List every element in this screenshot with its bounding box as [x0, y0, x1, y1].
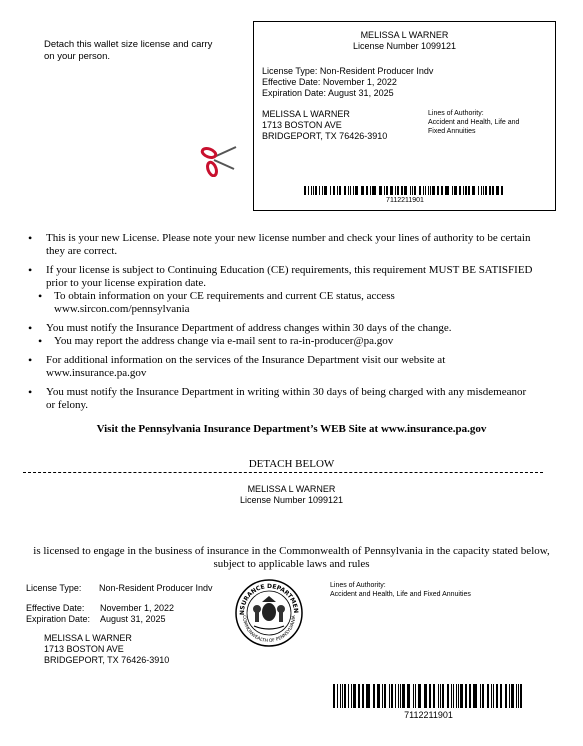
wallet-license-number: License Number 1099121 — [352, 41, 457, 51]
cert-loa-value: Accident and Health, Life and Fixed Annuities — [330, 591, 471, 598]
wallet-loa-title: Lines of Authority: — [428, 110, 484, 117]
barcode-bar — [333, 186, 335, 195]
barcode-bar — [404, 186, 407, 195]
barcode-bar — [330, 186, 332, 195]
barcode-bar — [333, 684, 335, 708]
barcode-bar — [413, 684, 414, 708]
barcode-bar — [337, 186, 338, 195]
scissors-icon — [200, 143, 238, 177]
barcode-bar — [460, 684, 463, 708]
barcode-bar — [469, 684, 471, 708]
barcode-bar — [446, 186, 449, 195]
wallet-effective-date: Effective Date: November 1, 2022 — [262, 77, 397, 87]
barcode-bar — [468, 186, 470, 195]
note-address-change: • You must notify the Insurance Department of address changes within 30 days of the change. — [28, 322, 533, 335]
cert-expiration-value: August 31, 2025 — [100, 614, 166, 624]
note-more-info: • For additional information on the services of the Insurance Department visit our website at www.insurance.pa.gov — [28, 354, 533, 380]
barcode-bar — [344, 684, 346, 708]
barcode-bar — [415, 684, 417, 708]
barcode-bar — [451, 684, 452, 708]
barcode-bar — [386, 186, 388, 195]
detach-below-label: DETACH BELOW — [248, 458, 335, 470]
barcode-bar — [483, 186, 484, 195]
barcode-bar — [373, 684, 375, 708]
barcode-bar — [379, 186, 382, 195]
barcode-bar — [373, 186, 376, 195]
barcode-bar — [430, 186, 431, 195]
barcode-bar — [378, 684, 380, 708]
barcode-bar — [351, 684, 352, 708]
barcode-bar — [311, 186, 312, 195]
barcode-bar — [437, 186, 439, 195]
barcode-bar — [370, 186, 371, 195]
barcode-bar — [350, 186, 352, 195]
barcode-bar — [496, 684, 498, 708]
barcode-bar — [358, 684, 360, 708]
detach-instruction: Detach this wallet size license and carry on your person. — [44, 39, 213, 62]
barcode-bar — [501, 186, 503, 195]
barcode-bar — [473, 684, 474, 708]
barcode-bar — [382, 684, 383, 708]
note-ce-info: • To obtain information on your CE requirements and current CE status, access www.sircon.com/pennsylvania — [28, 290, 533, 316]
barcode-bar — [496, 186, 499, 195]
barcode-bar — [465, 684, 467, 708]
barcode-bar — [315, 186, 317, 195]
barcode-bar — [474, 684, 477, 708]
certificate-holder-name: MELISSA L WARNER — [247, 484, 336, 494]
barcode-bar — [395, 186, 396, 195]
cert-loa-title: Lines of Authority: — [330, 582, 386, 589]
wallet-address-line-1: MELISSA L WARNER — [262, 109, 350, 119]
barcode-bar — [482, 684, 485, 708]
department-seal — [234, 578, 304, 648]
barcode-bar — [511, 684, 512, 708]
barcode-bar — [407, 684, 410, 708]
certificate-license-number: License Number 1099121 — [239, 495, 344, 505]
barcode-bar — [419, 186, 421, 195]
barcode-bar — [401, 186, 403, 195]
cert-address-line-3: BRIDGEPORT, TX 76426-3910 — [44, 655, 170, 665]
barcode-bar — [456, 684, 457, 708]
barcode-bar — [424, 684, 425, 708]
barcode-bar — [400, 684, 401, 708]
certificate-barcode-number: 7112211901 — [404, 710, 453, 720]
cert-address-line-2: 1713 BOSTON AVE — [44, 644, 124, 654]
cert-type-value: Non-Resident Producer Indv — [99, 583, 213, 593]
barcode-bar — [425, 684, 427, 708]
barcode-bar — [505, 684, 507, 708]
barcode-bar — [423, 186, 424, 195]
barcode-bar — [389, 684, 390, 708]
barcode-bar — [454, 186, 457, 195]
barcode-bar — [492, 186, 494, 195]
barcode-bar — [509, 684, 510, 708]
barcode-bar — [355, 186, 358, 195]
seal-top-text: NSURANCE DEPARTMEN — [238, 582, 300, 616]
wallet-holder-name: MELISSA L WARNER — [360, 30, 449, 40]
barcode-bar — [425, 186, 427, 195]
barcode-bar — [372, 186, 373, 195]
barcode-bar — [441, 186, 443, 195]
cert-effective-label: Effective Date: — [26, 603, 85, 613]
barcode-bar — [308, 186, 310, 195]
seal-bottom-text: COMMONWEALTH OF PENNSYLVANIA — [240, 615, 298, 645]
barcode-bar — [366, 684, 367, 708]
wallet-address-line-2: 1713 BOSTON AVE — [262, 120, 342, 130]
barcode-bar — [447, 684, 449, 708]
barcode-bar — [398, 684, 399, 708]
barcode-bar — [518, 684, 519, 708]
wallet-barcode — [304, 186, 506, 195]
note-address-email: • You may report the address change via e-mail sent to ra-in-producer@pa.gov — [28, 335, 533, 348]
cert-address-line-1: MELISSA L WARNER — [44, 633, 132, 643]
barcode-bar — [512, 684, 514, 708]
barcode-bar — [410, 186, 411, 195]
barcode-bar — [500, 684, 503, 708]
barcode-bar — [367, 684, 370, 708]
barcode-bar — [362, 186, 364, 195]
barcode-bar — [438, 684, 439, 708]
cert-expiration-label: Expiration Date: — [26, 614, 91, 624]
barcode-bar — [390, 186, 393, 195]
barcode-bar — [337, 684, 339, 708]
barcode-bar — [324, 186, 327, 195]
barcode-bar — [472, 186, 475, 195]
barcode-bar — [481, 186, 482, 195]
barcode-bar — [402, 684, 405, 708]
barcode-bar — [493, 684, 495, 708]
barcode-bar — [366, 186, 368, 195]
wallet-license-type: License Type: Non-Resident Producer Indv — [262, 66, 434, 76]
note-new-license: • This is your new License. Please note your new license number and check your lines of authority to be certain they are correct. — [28, 232, 533, 258]
barcode-bar — [391, 684, 393, 708]
barcode-bar — [458, 684, 459, 708]
barcode-bar — [412, 186, 413, 195]
certificate-barcode — [333, 684, 524, 708]
cut-line — [23, 472, 543, 473]
barcode-bar — [353, 186, 354, 195]
barcode-bar — [520, 684, 522, 708]
barcode-bar — [442, 684, 445, 708]
note-ce-requirements: • If your license is subject to Continuing Education (CE) requirements, this requirement MUST BE SATISFIED prior to your license expiration date. — [28, 264, 533, 290]
wallet-loa-line-1: Accident and Health, Life and — [428, 119, 520, 126]
barcode-bar — [491, 684, 492, 708]
barcode-bar — [465, 186, 467, 195]
barcode-bar — [516, 684, 517, 708]
barcode-bar — [348, 186, 349, 195]
barcode-bar — [362, 684, 364, 708]
barcode-bar — [428, 186, 429, 195]
barcode-bar — [340, 684, 341, 708]
barcode-bar — [487, 684, 489, 708]
barcode-bar — [319, 186, 321, 195]
barcode-bar — [489, 186, 490, 195]
cert-type-label: License Type: — [26, 583, 82, 593]
barcode-bar — [304, 186, 306, 195]
barcode-bar — [313, 186, 314, 195]
barcode-bar — [384, 684, 387, 708]
note-misdemeanor: • You must notify the Insurance Department in writing within 30 days of being charged with any misdemeanor or felony. — [28, 386, 533, 412]
barcode-bar — [361, 186, 362, 195]
wallet-license-card — [253, 21, 556, 211]
barcode-bar — [342, 684, 343, 708]
notes-list — [28, 232, 533, 412]
barcode-bar — [459, 186, 461, 195]
website-callout: Visit the Pennsylvania Insurance Department’s WEB Site at www.insurance.pa.gov — [96, 423, 487, 435]
barcode-bar — [485, 186, 487, 195]
wallet-barcode-number: 7112211901 — [386, 197, 424, 204]
barcode-bar — [478, 186, 480, 195]
cert-effective-value: November 1, 2022 — [100, 603, 175, 613]
barcode-bar — [353, 684, 356, 708]
barcode-bar — [348, 684, 350, 708]
barcode-bar — [397, 186, 399, 195]
certificate-statement: is licensed to engage in the business of insurance in the Commonwealth of Pennsylvania in the capacity stated below, subject to applicable laws and rules — [33, 545, 550, 570]
barcode-bar — [384, 186, 385, 195]
barcode-bar — [432, 186, 435, 195]
barcode-bar — [453, 684, 455, 708]
barcode-bar — [414, 186, 417, 195]
barcode-bar — [433, 684, 436, 708]
barcode-bar — [429, 684, 431, 708]
barcode-bar — [463, 186, 464, 195]
barcode-bar — [452, 186, 453, 195]
barcode-bar — [440, 684, 441, 708]
barcode-bar — [344, 186, 346, 195]
barcode-bar — [377, 684, 378, 708]
barcode-bar — [395, 684, 397, 708]
wallet-address-line-3: BRIDGEPORT, TX 76426-3910 — [262, 131, 388, 141]
barcode-bar — [445, 186, 446, 195]
wallet-expiration-date: Expiration Date: August 31, 2025 — [262, 88, 394, 98]
barcode-bar — [322, 186, 323, 195]
barcode-bar — [480, 684, 481, 708]
barcode-bar — [490, 186, 491, 195]
barcode-bar — [418, 684, 421, 708]
barcode-bar — [339, 186, 342, 195]
wallet-loa-line-2: Fixed Annuities — [428, 128, 476, 135]
